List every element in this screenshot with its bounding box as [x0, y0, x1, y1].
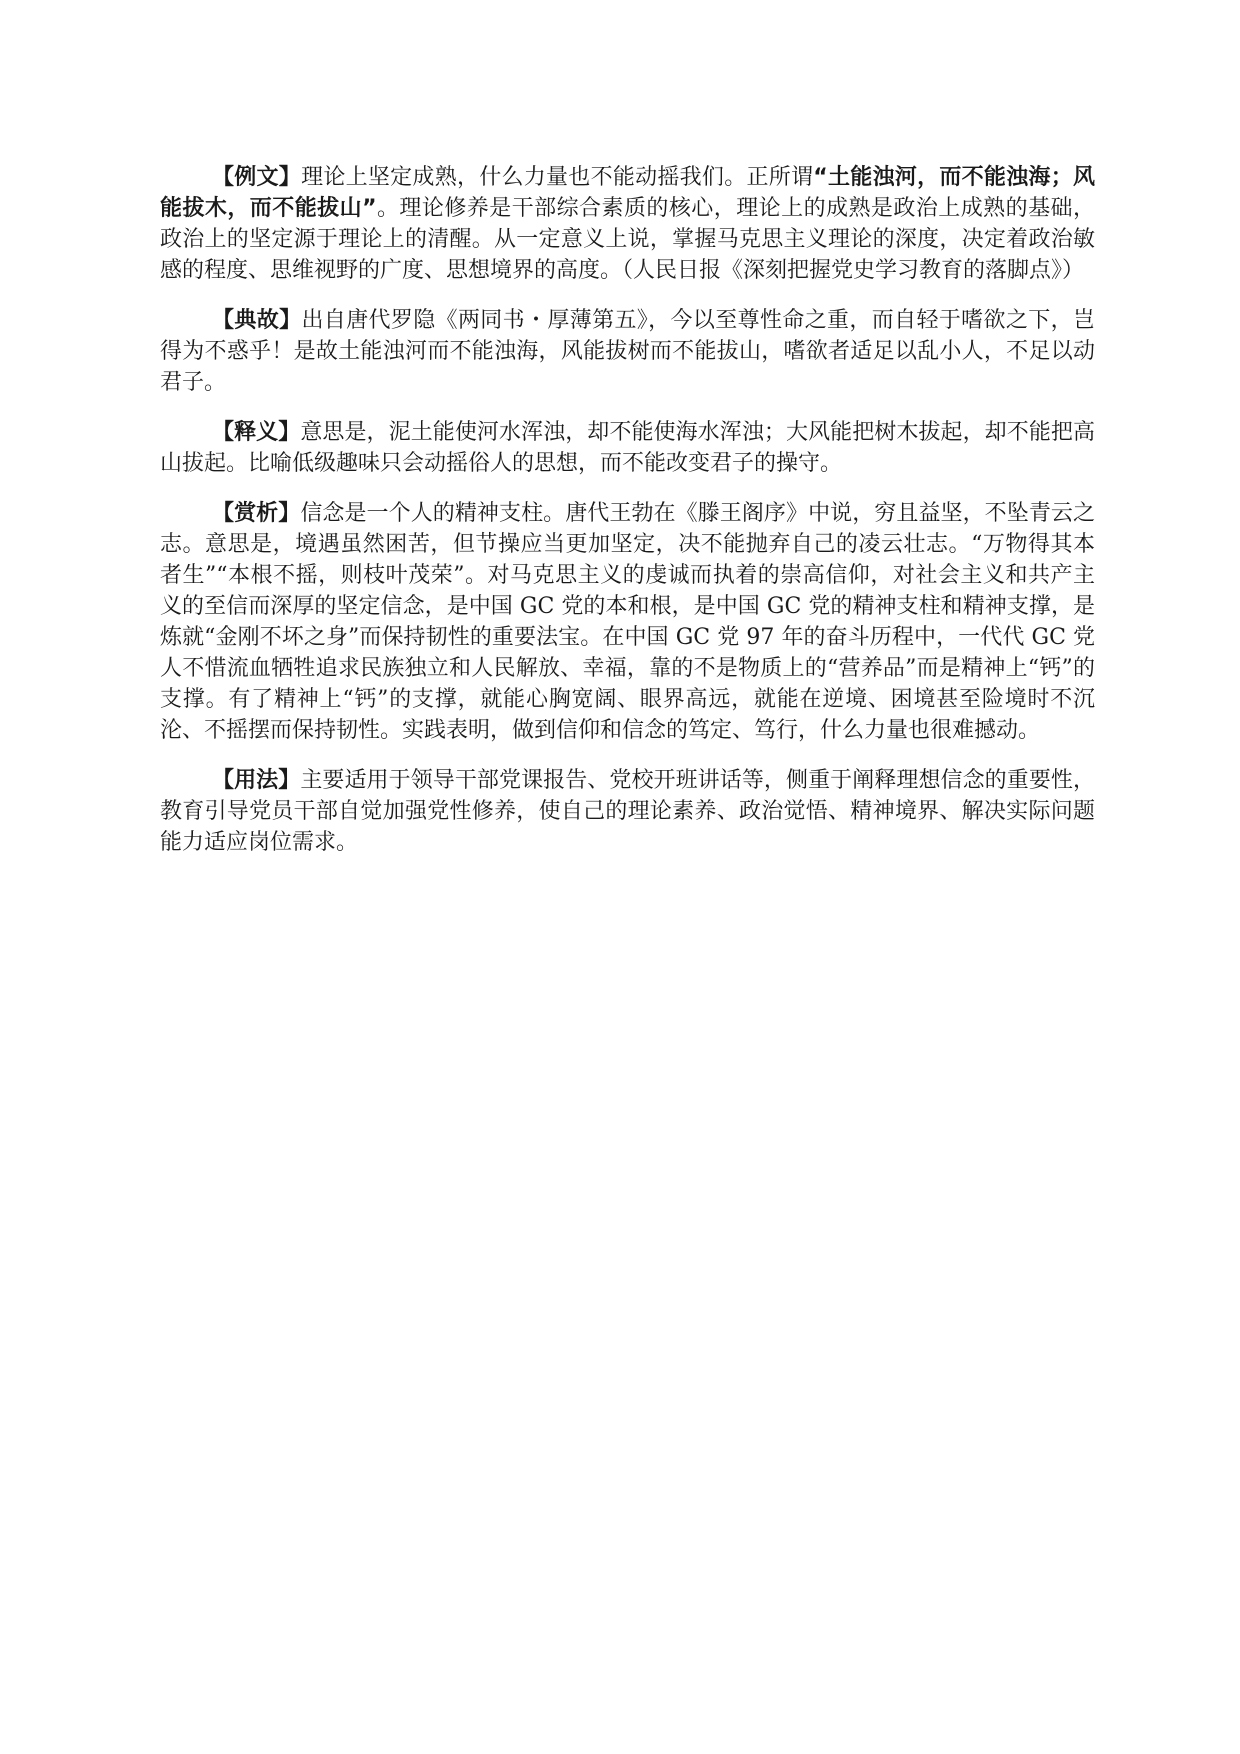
document-page [160, 162, 1095, 877]
appreciation-text: 信念是一个人的精神支柱。唐代王勃在《滕王阁序》中说，穷且益坚，不坠青云之志。意思是，境遇虽然困苦，但节操应当更加坚定，决不能抛弃自己的凌云壮志。“万物得其本者生”“本根不摇，则枝叶茂荣”。对马克思主义的虔诚而执着的崇高信仰，对社会主义和共产主义的至信而深厚的坚定信念，是中国 GC 党的本和根，是中国 GC 党的精神支柱和精神支撑，是炼就“金刚不坏之身”而保持韧性的重要法宝。在中国 GC 党 97 年的奋斗历程中，一代代 GC 党人不惜流血牺牲追求民族独立和人民解放、幸福，靠的不是物质上的“营养品”而是精神上“钙”的支撑。有了精神上“钙”的支撑，就能心胸宽阔、眼界高远，就能在逆境、困境甚至险境时不沉沦、不摇摆而保持韧性。实践表明，做到信仰和信念的笃定、笃行，什么力量也很难撼动。 [160, 501, 1095, 743]
allusion-tag: 【典故】 [212, 308, 302, 333]
example-tag: 【例文】 [212, 165, 302, 190]
usage-text: 主要适用于领导干部党课报告、党校开班讲话等，侧重于阐释理想信念的重要性，教育引导党员干部自觉加强党性修养，使自己的理论素养、政治觉悟、精神境界、解决实际问题能力适应岗位需求。 [160, 768, 1095, 855]
usage-tag: 【用法】 [212, 768, 301, 793]
allusion-text: 出自唐代罗隐《两同书・厚薄第五》，今以至尊性命之重，而自轻于嗜欲之下，岂得为不惑乎！是故土能浊河而不能浊海，风能拔树而不能拔山，嗜欲者适足以乱小人，不足以动君子。 [160, 308, 1095, 395]
allusion-paragraph [160, 305, 1095, 398]
meaning-tag: 【释义】 [212, 420, 301, 445]
example-quote: “土能浊河，而不能浊海；风能拔木，而不能拔山” [160, 165, 1095, 221]
example-paragraph [160, 162, 1095, 286]
appreciation-paragraph [160, 498, 1095, 746]
meaning-paragraph [160, 417, 1095, 479]
example-text-after: 。理论修养是干部综合素质的核心，理论上的成熟是政治上成熟的基础，政治上的坚定源于理论上的清醒。从一定意义上说，掌握马克思主义理论的深度，决定着政治敏感的程度、思维视野的广度、思想境界的高度。（人民日报《深刻把握党史学习教育的落脚点》） [160, 196, 1095, 283]
example-text-before: 理论上坚定成熟，什么力量也不能动摇我们。正所谓 [301, 165, 814, 190]
appreciation-tag: 【赏析】 [212, 501, 301, 526]
usage-paragraph [160, 765, 1095, 858]
meaning-text: 意思是，泥土能使河水浑浊，却不能使海水浑浊；大风能把树木拔起，却不能把高山拔起。比喻低级趣味只会动摇俗人的思想，而不能改变君子的操守。 [160, 420, 1095, 476]
